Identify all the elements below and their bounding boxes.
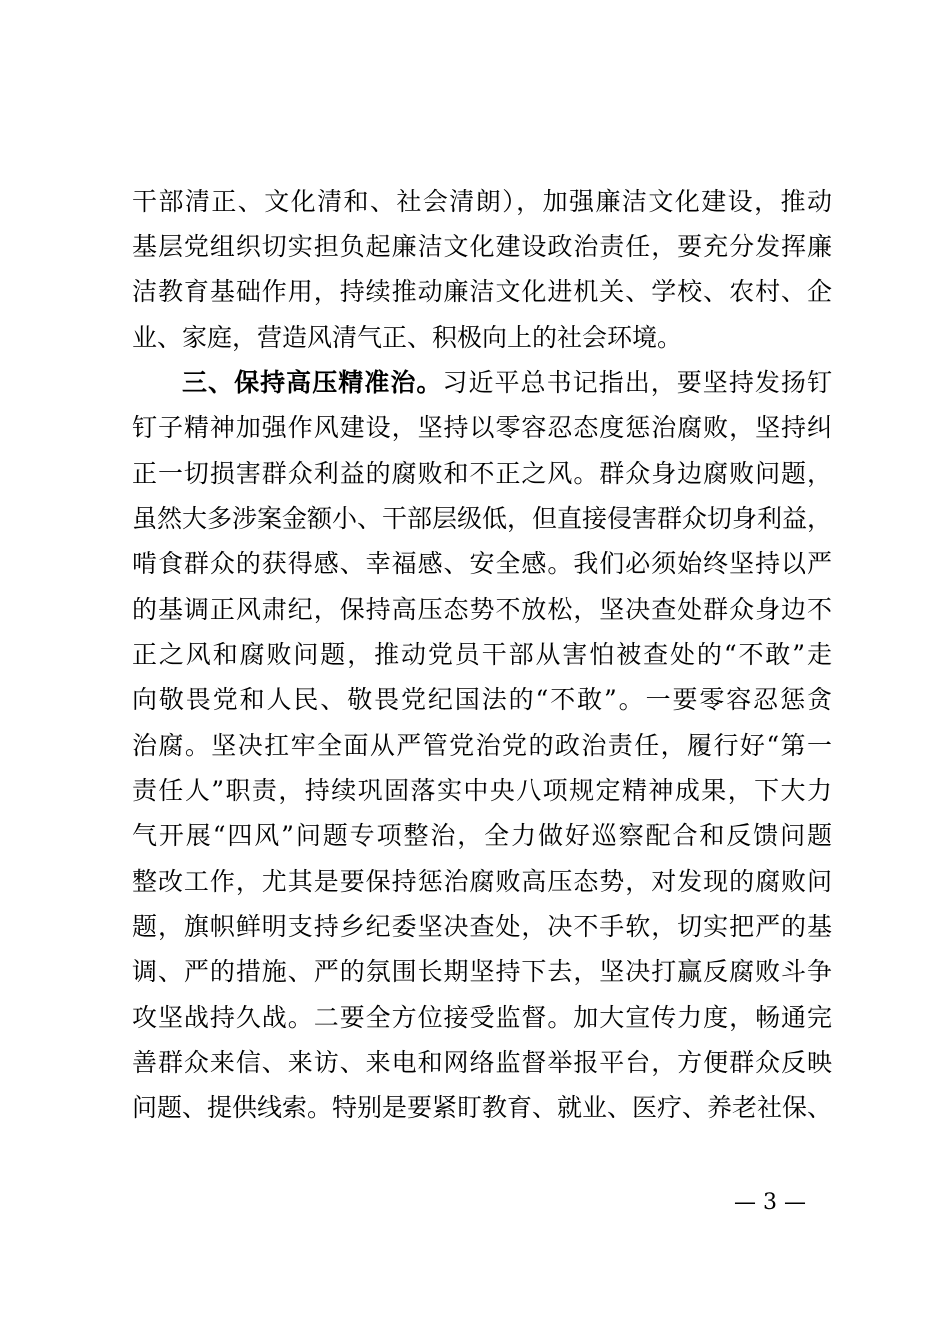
paragraph-line: 向敬畏党和人民、敬畏党纪国法的“不敢”。一要零容忍惩贪	[132, 685, 832, 714]
paragraph-line: 业、家庭，营造风清气正、积极向上的社会环境。	[132, 323, 683, 352]
page-number: — 3 —	[734, 1190, 806, 1215]
paragraph-line: 责任人”职责，持续巩固落实中央八项规定精神成果，下大力	[132, 776, 832, 805]
paragraph-line: 治腐。坚决扛牢全面从严管党治党的政治责任，履行好“第一	[132, 731, 832, 760]
paragraph-line: 攻坚战持久战。二要全方位接受监督。加大宣传力度，畅通完	[132, 1003, 832, 1032]
paragraph-line: 的基调正风肃纪，保持高压态势不放松，坚决查处群众身边不	[132, 595, 832, 624]
section-lead-text: 习近平总书记指出，要坚持发扬钉	[442, 368, 832, 397]
paragraph-line: 问题、提供线索。特别是要紧盯教育、就业、医疗、养老社保、	[132, 1093, 833, 1122]
paragraph-line: 钉子精神加强作风建设，坚持以零容忍态度惩治腐败，坚持纠	[132, 413, 832, 442]
paragraph-line: 调、严的措施、严的氛围长期坚持下去，坚决打赢反腐败斗争	[132, 957, 832, 986]
paragraph-line: 洁教育基础作用，持续推动廉洁文化进机关、学校、农村、企	[132, 277, 832, 306]
paragraph-line: 干部清正、文化清和、社会清朗），加强廉洁文化建设，推动	[132, 187, 832, 216]
paragraph-line: 气开展“四风”问题专项整治，全力做好巡察配合和反馈问题	[132, 821, 832, 850]
paragraph-line: 啃食群众的获得感、幸福感、安全感。我们必须始终坚持以严	[132, 549, 832, 578]
paragraph-line: 基层党组织切实担负起廉洁文化建设政治责任，要充分发挥廉	[132, 232, 832, 261]
paragraph-line: 题，旗帜鲜明支持乡纪委坚决查处，决不手软，切实把严的基	[132, 912, 832, 941]
paragraph-line: 虽然大多涉案金额小、干部层级低，但直接侵害群众切身利益，	[132, 504, 833, 533]
paragraph-line: 善群众来信、来访、来电和网络监督举报平台，方便群众反映	[132, 1048, 832, 1077]
paragraph-line: 正之风和腐败问题，推动党员干部从害怕被查处的“不敢”走	[132, 640, 832, 669]
section-first-line	[182, 363, 832, 403]
section-heading: 三、保持高压精准治。	[182, 368, 443, 397]
paragraph-line: 整改工作，尤其是要保持惩治腐败高压态势，对发现的腐败问	[132, 867, 832, 896]
paragraph-line: 正一切损害群众利益的腐败和不正之风。群众身边腐败问题，	[132, 459, 832, 488]
